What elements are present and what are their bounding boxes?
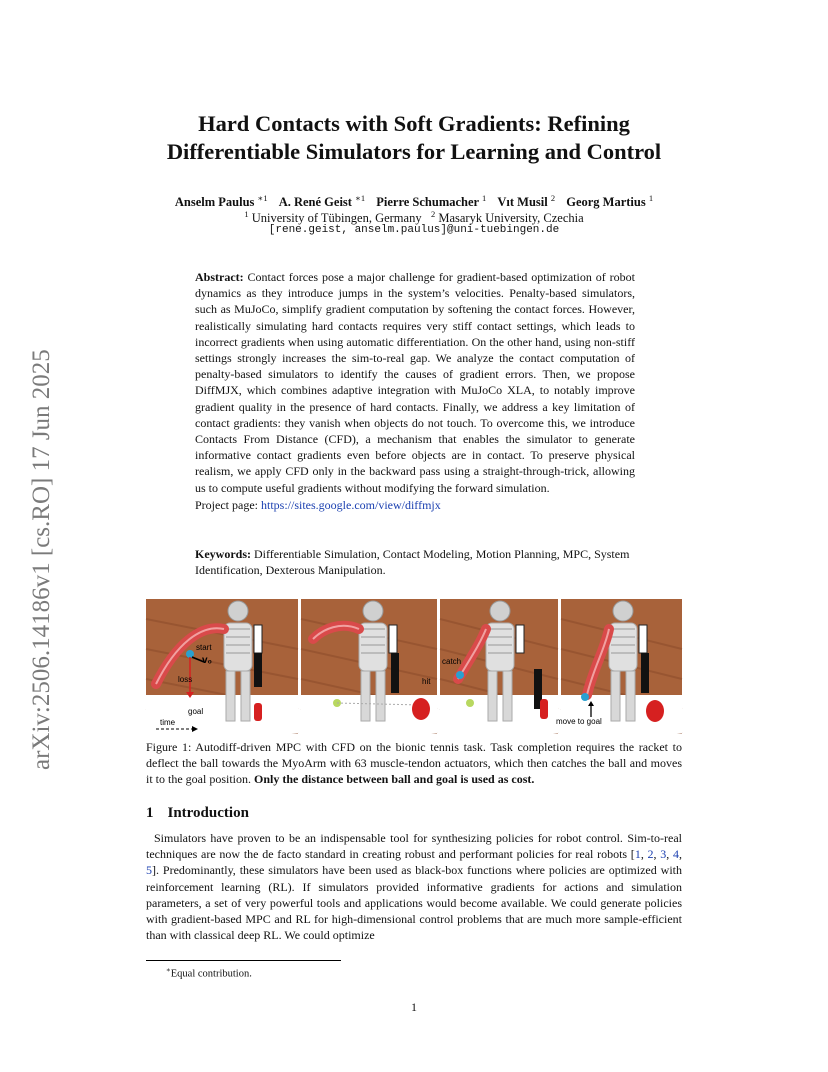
figure-panel-2: [301, 599, 437, 733]
label-hit: hit: [422, 677, 431, 686]
label-time: time: [160, 718, 176, 727]
footnote-mark: ∗: [166, 966, 171, 974]
label-move-to-goal: move to goal: [556, 717, 602, 726]
author: Pierre Schumacher $^1$: [376, 193, 487, 210]
author-emails: [rene.geist, anselm.paulus]@uni-tuebingen.de: [268, 224, 560, 236]
section-title: Introduction: [167, 805, 249, 821]
figure-caption: [146, 739, 682, 788]
figure-panel-4: [556, 599, 682, 733]
citation-link[interactable]: 5: [146, 863, 152, 878]
label-goal: goal: [188, 707, 204, 716]
label-v0: v₀: [202, 655, 213, 666]
affiliation: Masaryk University, Czechia: [438, 211, 584, 226]
author: Vıt Musil $^2$: [497, 193, 556, 210]
abstract-label: Abstract:: [195, 270, 244, 284]
author: Georg Martius $^1$: [566, 193, 654, 210]
keywords: [195, 546, 635, 578]
footnote-rule: [146, 960, 341, 961]
keywords-label: Keywords:: [195, 547, 251, 561]
arxiv-identifier: arXiv:2506.14186v1 [cs.RO] 17 Jun 2025: [28, 349, 55, 770]
intro-paragraph: Simulators have proven to be an indispensable tool for synthesizing policies for robot control. Sim-to-real techniques are now the de facto standard in creating robust and performant policies for real robots [1, 2, 3, 4, 5]. Predominantly, these simulators have been used as black-box functions where policies are optimized with reinforcement learning (RL). If simulators provided informative gradients for actions and simulation parameters, a set of very powerful tools and applications would become available. We could generate policies with gradient-based MPC and RL for high-dimensional control problems that are much more sample-efficient than with classical deep RL. We could optimize: [146, 831, 683, 943]
caption-text: Figure 1: Autodiff-driven MPC with CFD on the bionic tennis task. Task completion requires the racket to deflect the ball towards the MyoArm with 63 muscle-tendon actuators, which then catches the ball and moves it to the goal position.: [146, 740, 682, 787]
footnote-text: Equal contribution.: [170, 968, 252, 980]
caption-bold-text: Only the distance between ball and goal is used as cost.: [254, 772, 535, 787]
affiliation: University of Tübingen, Germany: [251, 211, 422, 226]
label-loss: loss: [178, 675, 193, 684]
affiliations: $^1$ University of Tübingen, Germany $^2$ Masaryk University, Czechia: [244, 209, 584, 226]
title-line-1: Hard Contacts with Soft Gradients: Refining: [198, 111, 630, 136]
author: A. René Geist $^{∗1}$: [278, 193, 366, 210]
panel-4-render: [561, 599, 682, 733]
project-page: Project page: https://sites.google.com/view/diffmjx: [195, 497, 441, 512]
figure-1: [146, 599, 682, 733]
project-page-link[interactable]: https://sites.google.com/view/diffmjx: [260, 497, 441, 512]
paper-title: [100, 110, 728, 166]
citation-link[interactable]: 1: [634, 847, 641, 862]
page-number: 1: [411, 1000, 417, 1014]
citation-link[interactable]: 4: [673, 847, 680, 862]
label-catch: catch: [442, 657, 462, 666]
keywords-text: Differentiable Simulation, Contact Modeling, Motion Planning, MPC, System Identification, Dexterous Manipulation.: [195, 547, 630, 578]
citation-link[interactable]: 3: [660, 847, 667, 862]
citation-link[interactable]: 2: [647, 847, 654, 862]
panel-1-render: [146, 599, 298, 733]
figure-panel-3: [440, 599, 558, 733]
label-start: start: [196, 643, 212, 652]
author: Anselm Paulus $^{∗1}$: [174, 193, 268, 210]
figure-panel-1: [146, 599, 298, 733]
section-heading: [146, 805, 249, 822]
abstract-text: Contact forces pose a major challenge for gradient-based optimization of robot dynamics as they introduce jumps in the system’s velocities. Penalty-based simulators, such as MuJoCo, simplify gradient computation by softening the contact forces. However, realistically simulating hard contacts requires very stiff contact settings, which leads to incorrect gradients when using automatic differentiation. On the other hand, using non-stiff settings strongly increases the sim-to-real gap. We analyze the contact computation of penalty-based simulators to identify the causes of gradient errors. Then, we propose DiffMJX, which combines adaptive integration with MuJoCo XLA, to notably improve gradient quality in the presence of hard contacts. Finally, we address a key limitation of contact gradients: they vanish when objects do not touch. To overcome this, we introduce Contacts From Distance (CFD), a mechanism that enables the simulator to generate informative contact gradients even before objects are in contact. To preserve physical realism, we apply CFD only in the backward pass using a straight-through-trick, allowing us to compute useful gradients without modifying the forward simulation.: [195, 270, 635, 495]
section-number: 1: [146, 805, 154, 821]
footnote: [166, 963, 252, 982]
abstract: [195, 269, 635, 513]
panel-2-render: [301, 599, 437, 733]
panel-3-render: [440, 599, 558, 733]
title-line-2: Differentiable Simulators for Learning and Control: [166, 139, 662, 164]
